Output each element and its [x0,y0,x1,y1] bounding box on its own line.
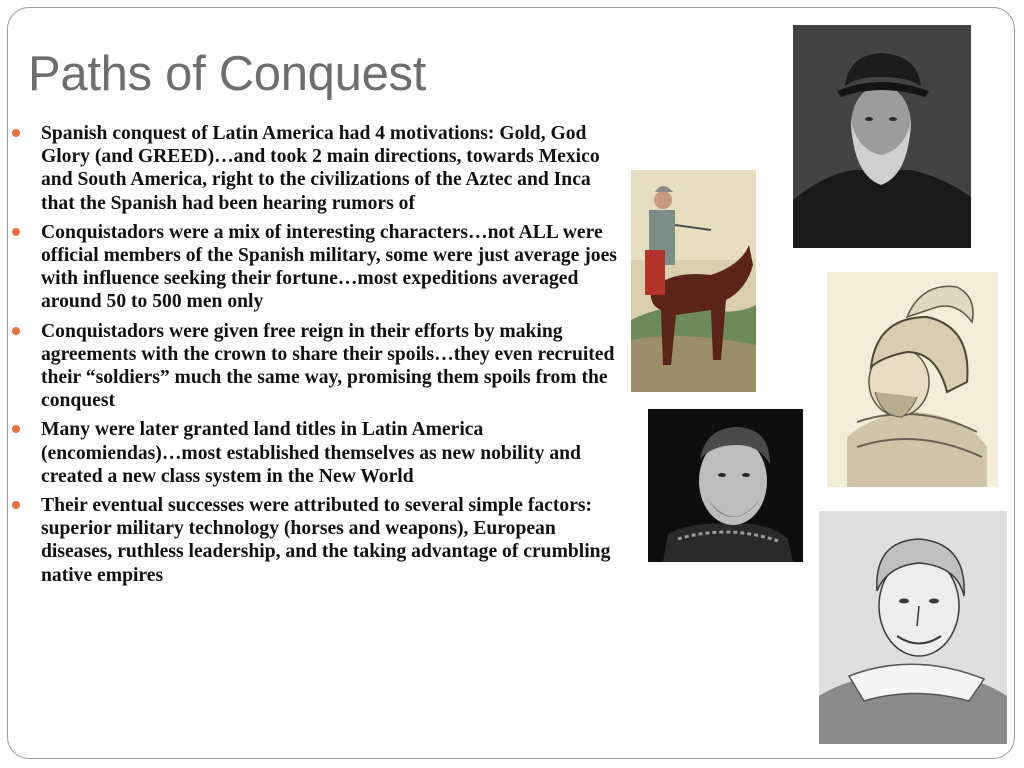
conquistador-portrait-ruff [648,409,803,562]
slide-title: Paths of Conquest [28,47,427,101]
bullet-text: Spanish conquest of Latin America had 4 motivations: Gold, God Glory (and GREED)…and took 2 main directions, towards Mexico and South America, right to the civilizations of the Aztec and Inca that the Spanish had been hearing rumors of [41,123,600,214]
bullet-item [10,221,625,314]
bullet-text: Conquistadors were a mix of interesting characters…not ALL were official members of the Spanish military, some were just average joes with influence seeking their fortune…most expeditions averaged around 50 to 500 men only [41,221,617,313]
conquistador-engraving-collar [819,511,1007,744]
helmeted-conquistador-portrait [827,272,998,487]
bullet-dot-icon [12,425,20,433]
bullet-dot-icon [12,129,20,137]
conquistador-portrait-hat [793,25,971,248]
bullet-dot-icon [12,327,20,335]
bullet-item [10,418,625,488]
bullet-dot-icon [12,228,20,236]
conquistador-on-horse-painting [631,170,756,392]
bullet-item [10,320,625,413]
bullet-dot-icon [12,501,20,509]
bullet-text: Many were later granted land titles in Latin America (encomiendas)…most established themselves as new nobility and created a new class system in the New World [41,419,581,487]
bullet-list [10,122,625,593]
bullet-text: Their eventual successes were attributed to several simple factors: superior military technology (horses and weapons), European diseases, ruthless leadership, and the taking advantage of crumbling native empires [41,495,611,586]
bullet-text: Conquistadors were given free reign in their efforts by making agreements with the crown to share their spoils…they even recruited their “soldiers” much the same way, promising them spoils from the conquest [41,320,615,412]
bullet-item [10,122,625,215]
bullet-item [10,494,625,587]
